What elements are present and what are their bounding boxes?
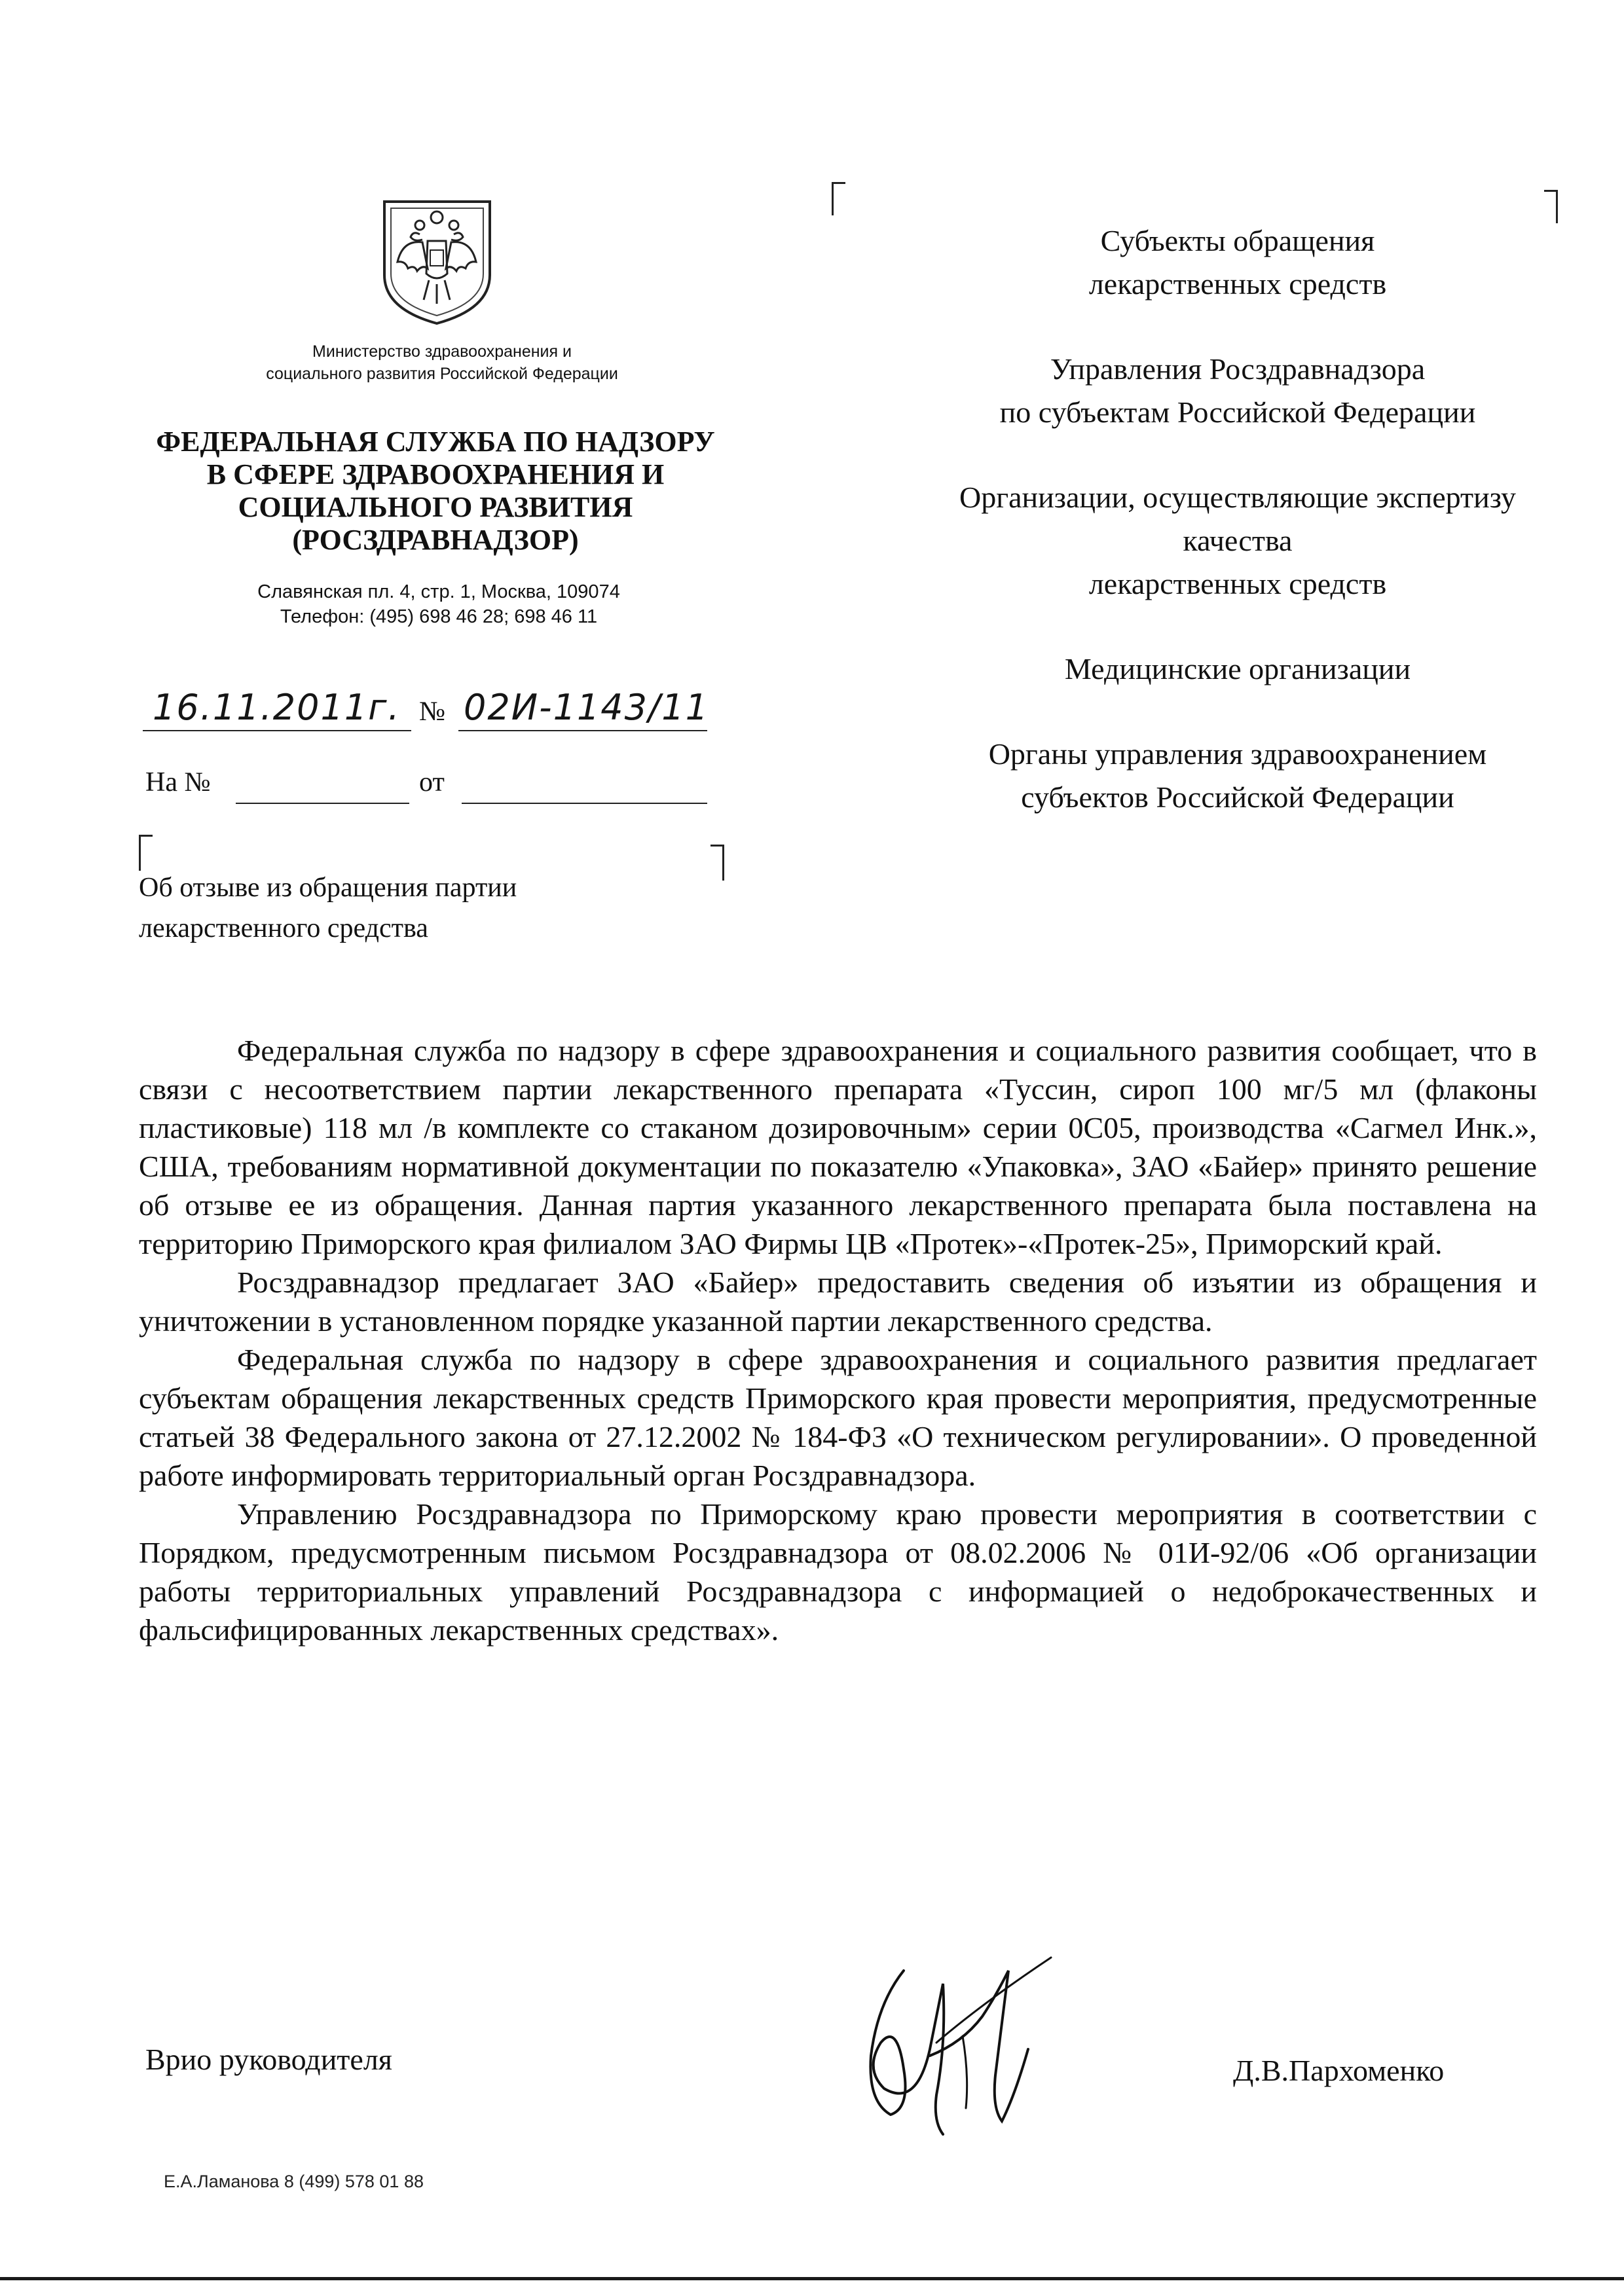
addressee-line: качества bbox=[1183, 524, 1293, 557]
signatory-position: Врио руководителя bbox=[145, 2043, 392, 2076]
addressee-item bbox=[871, 219, 1604, 306]
addressee-item bbox=[871, 647, 1604, 691]
letter-subject bbox=[139, 867, 676, 949]
reply-from-label: от bbox=[419, 767, 445, 797]
addressee-item bbox=[871, 348, 1604, 434]
addressee-line: лекарственных средств bbox=[1088, 567, 1387, 600]
service-line-1: ФЕДЕРАЛЬНАЯ СЛУЖБА ПО НАДЗОРУ bbox=[156, 426, 715, 458]
addressee-item bbox=[871, 476, 1604, 606]
ministry-line-1: Министерство здравоохранения и bbox=[312, 342, 572, 361]
ministry-name bbox=[144, 340, 740, 385]
date-field bbox=[143, 684, 411, 731]
address-line: Славянская пл. 4, стр. 1, Москва, 109074 bbox=[257, 581, 620, 602]
phone-line: Телефон: (495) 698 46 28; 698 46 11 bbox=[280, 606, 598, 627]
subject-line-2: лекарственного средства bbox=[139, 913, 428, 943]
addressee-line: лекарственных средств bbox=[1088, 267, 1387, 301]
addressee-line: Органы управления здравоохранением bbox=[988, 737, 1487, 771]
reply-number-label: На № bbox=[145, 767, 211, 797]
addressee-line: Медицинские организации bbox=[1064, 652, 1411, 685]
addressee-list bbox=[871, 219, 1604, 861]
body-paragraph: Федеральная служба по надзору в сфере здравоохранения и социального развития предлагает субъектам обращения лекарственных средств Приморского края провести мероприятия, предусмотренные статьей 38 Федерального закона от 27.12.2002 № 184-ФЗ «О техническом регулировании». О проведенной работе информировать территориальный орган Росздравнадзора. bbox=[139, 1343, 1537, 1492]
subject-line-1: Об отзыве из обращения партии bbox=[139, 873, 517, 903]
addressee-line: по субъектам Российской Федерации bbox=[999, 395, 1476, 429]
service-name bbox=[121, 426, 750, 556]
signatory-name: Д.В.Пархоменко bbox=[1233, 2054, 1445, 2087]
number-field bbox=[458, 684, 707, 731]
addressee-bracket-right bbox=[1544, 190, 1558, 223]
body-paragraph: Управлению Росздравнадзора по Приморскому краю провести мероприятия в соответствии с Порядком, предусмотренным письмом Росздравнадзора от 08.02.2006 № 01И-92/06 «Об организации работы территориальных управлений Росздравнадзора с информацией о недоброкачественных и фальсифицированных лекарственных средствах». bbox=[139, 1497, 1537, 1647]
subject-bracket-right bbox=[710, 845, 724, 881]
body-paragraph: Росздравнадзор предлагает ЗАО «Байер» предоставить сведения об изъятии из обращения и уничтожении в установленном порядке указанной партии лекарственного средства. bbox=[139, 1266, 1537, 1338]
service-line-2: В СФЕРЕ ЗДРАВООХРАНЕНИЯ И bbox=[206, 458, 665, 490]
coat-of-arms-icon bbox=[377, 196, 498, 327]
subject-bracket-left bbox=[139, 835, 153, 871]
service-line-4: (РОСЗДРАВНАДЗОР) bbox=[292, 524, 579, 556]
addressee-line: Организации, осуществляющие экспертизу bbox=[959, 481, 1516, 514]
executor-contact: Е.А.Ламанова 8 (499) 578 01 88 bbox=[164, 2172, 424, 2191]
ministry-line-2: социального развития Российской Федерации bbox=[266, 365, 618, 383]
scan-edge-line bbox=[0, 2277, 1624, 2280]
handwritten-signature bbox=[832, 1944, 1067, 2154]
service-line-3: СОЦИАЛЬНОГО РАЗВИТИЯ bbox=[238, 491, 633, 523]
letter-body bbox=[139, 1031, 1537, 1649]
number-label: № bbox=[419, 697, 446, 727]
reply-date-field bbox=[462, 766, 707, 804]
body-paragraph: Федеральная служба по надзору в сфере здравоохранения и социального развития сообщает, что в связи с несоответствием партии лекарственного препарата «Туссин, сироп 100 мг/5 мл (флаконы пластиковые) 118 мл /в комплекте со стаканом дозировочным» серии 0С05, производства «Сагмел Инк.», США, требованиям нормативной документации по показателю «Упаковка», ЗАО «Байер» принято решение об отзыве ее из обращения. Данная партия указанного лекарственного препарата была поставлена на территорию Приморского края филиалом ЗАО Фирмы ЦВ «Протек»-«Протек-25», Приморский край. bbox=[139, 1034, 1537, 1260]
registration-number: 02И-1143/11 bbox=[464, 687, 709, 728]
sender-address bbox=[151, 579, 727, 629]
addressee-bracket-left bbox=[832, 182, 845, 215]
addressee-line: субъектов Российской Федерации bbox=[1021, 780, 1454, 814]
addressee-item bbox=[871, 733, 1604, 819]
addressee-line: Субъекты обращения bbox=[1100, 224, 1375, 257]
registration-date: 16.11.2011г. bbox=[153, 687, 401, 728]
addressee-line: Управления Росздравнадзора bbox=[1050, 352, 1426, 386]
reply-number-field bbox=[236, 766, 409, 804]
